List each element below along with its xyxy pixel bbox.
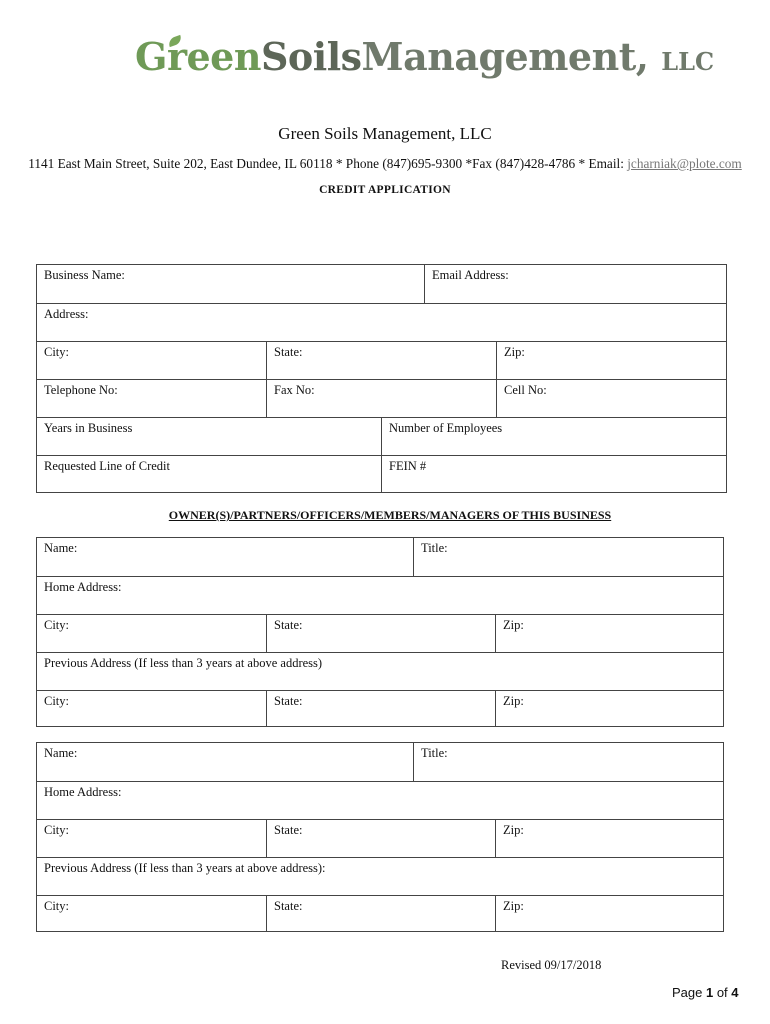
owner-zip-label: Zip: [503, 618, 524, 632]
owners-heading: OWNER(S)/PARTNERS/OFFICERS/MEMBERS/MANAGERS OF THIS BUSINESS [168, 508, 612, 522]
email-link[interactable]: jcharniak@plote.com [627, 156, 742, 171]
address-label: Address: [44, 307, 89, 321]
owner-state-field[interactable] [266, 614, 495, 652]
fein-field[interactable] [381, 455, 726, 492]
owner-state-label: State: [274, 823, 303, 837]
owner-previous-state-field[interactable] [266, 895, 495, 931]
owner-previous-address-field[interactable] [37, 857, 723, 895]
owner-previous-state-field[interactable] [266, 690, 495, 726]
page-of: of [713, 985, 732, 1000]
owner-zip-field[interactable] [495, 819, 723, 857]
number-of-employees-field[interactable] [381, 417, 726, 455]
company-name: Green Soils Management, LLC [278, 124, 492, 143]
telephone-field[interactable] [37, 379, 266, 417]
owner-title-field[interactable] [413, 538, 723, 576]
owner-title-label: Title: [421, 746, 448, 760]
cell-field[interactable] [496, 379, 726, 417]
logo-green: Green [135, 34, 261, 79]
owner-state-label: State: [274, 618, 303, 632]
owner-previous-address-label: Previous Address (If less than 3 years at above address) [44, 656, 323, 670]
owner-zip-field[interactable] [495, 614, 723, 652]
owner-2-box [36, 742, 724, 932]
years-in-business-field[interactable] [37, 417, 381, 455]
owner-previous-zip-field[interactable] [495, 690, 723, 726]
owner-city-field[interactable] [37, 819, 266, 857]
address-field[interactable] [37, 303, 726, 341]
business-name-label: Business Name: [44, 268, 125, 282]
state-field[interactable] [266, 341, 496, 379]
logo-soils: Soils [260, 34, 362, 79]
owner-name-field[interactable] [37, 538, 413, 576]
email-address-label: Email Address: [432, 268, 509, 282]
owner-home-address-field[interactable] [37, 576, 723, 614]
state-label: State: [274, 345, 303, 359]
owner-previous-zip-field[interactable] [495, 895, 723, 931]
page-prefix: Page [672, 985, 706, 1000]
city-label: City: [44, 345, 70, 359]
owner-name-label: Name: [44, 541, 78, 555]
owner-previous-city-label: City: [44, 694, 70, 708]
telephone-label: Telephone No: [44, 383, 118, 397]
owner-title-field[interactable] [413, 743, 723, 781]
owner-previous-zip-label: Zip: [503, 899, 524, 913]
owner-previous-city-field[interactable] [37, 895, 266, 931]
number-of-employees-label: Number of Employees [389, 421, 503, 435]
owner-previous-state-label: State: [274, 899, 303, 913]
logo-management: Management, [361, 34, 649, 79]
company-logo [135, 34, 714, 79]
page-current: 1 [705, 985, 714, 1000]
fein-label: FEIN # [389, 459, 427, 473]
logo-llc: LLC [661, 47, 715, 76]
credit-line-field[interactable] [37, 455, 381, 492]
owner-previous-city-field[interactable] [37, 690, 266, 726]
page-number [672, 985, 739, 1000]
revision-date: Revised 09/17/2018 [501, 958, 602, 972]
owner-city-field[interactable] [37, 614, 266, 652]
owner-city-label: City: [44, 823, 70, 837]
owner-home-address-label: Home Address: [44, 785, 122, 799]
owner-zip-label: Zip: [503, 823, 524, 837]
city-field[interactable] [37, 341, 266, 379]
form-title: CREDIT APPLICATION [319, 184, 451, 196]
company-address [0, 156, 770, 172]
email-address-field[interactable] [424, 265, 726, 303]
owner-previous-address-field[interactable] [37, 652, 723, 690]
zip-field[interactable] [496, 341, 726, 379]
owner-state-field[interactable] [266, 819, 495, 857]
address-line: 1141 East Main Street, Suite 202, East Dundee, IL 60118 * Phone (847)695-9300 *Fax (847)428-4786 * Email: [28, 156, 628, 171]
zip-label: Zip: [504, 345, 525, 359]
owner-name-label: Name: [44, 746, 78, 760]
business-info-box [36, 264, 727, 493]
page-total: 4 [731, 985, 739, 1000]
owner-home-address-label: Home Address: [44, 580, 122, 594]
business-name-field[interactable] [37, 265, 424, 303]
credit-line-label: Requested Line of Credit [44, 459, 171, 473]
years-in-business-label: Years in Business [44, 421, 133, 435]
fax-label: Fax No: [274, 383, 315, 397]
owner-home-address-field[interactable] [37, 781, 723, 819]
owner-previous-state-label: State: [274, 694, 303, 708]
owner-previous-zip-label: Zip: [503, 694, 524, 708]
fax-field[interactable] [266, 379, 496, 417]
owner-previous-address-label: Previous Address (If less than 3 years at above address): [44, 861, 326, 875]
owner-title-label: Title: [421, 541, 448, 555]
owner-previous-city-label: City: [44, 899, 70, 913]
owner-city-label: City: [44, 618, 70, 632]
owner-name-field[interactable] [37, 743, 413, 781]
owner-1-box [36, 537, 724, 727]
cell-label: Cell No: [504, 383, 547, 397]
